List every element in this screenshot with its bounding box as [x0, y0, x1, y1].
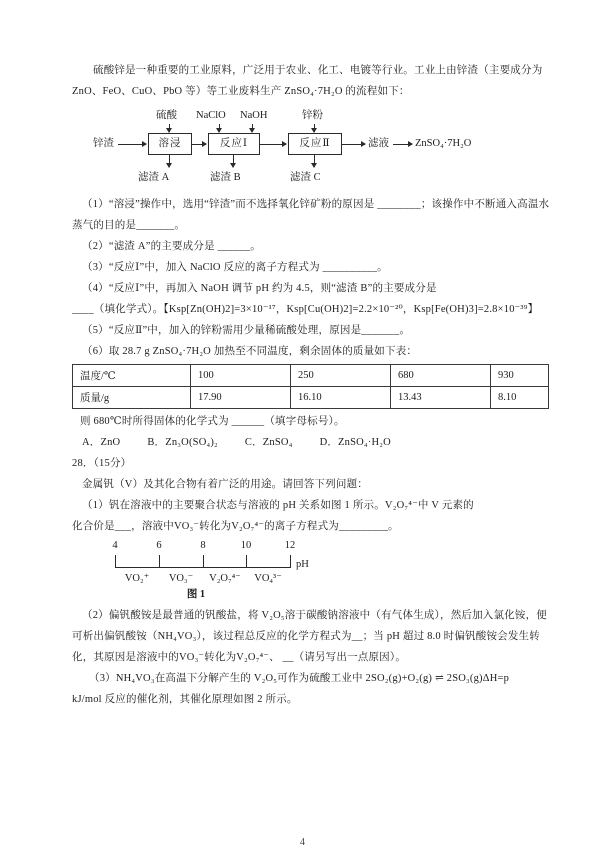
table-row	[73, 387, 549, 409]
q27-item1-line2: 蒸气的目的是_______。	[72, 220, 186, 231]
axis-tick	[203, 555, 204, 567]
q27-item4-line2: ____（填化学式）。【Ksp[Zn(OH)2]=3×10⁻¹⁷，Ksp[Cu(OH)2]=2.2×10⁻²⁰，Ksp[Fe(OH)3]=2.8×10⁻³⁹】	[72, 304, 539, 315]
table-cell: 250	[291, 365, 391, 387]
q28-item2-line1: （2）偏钒酸铵是最普通的钒酸盐，将 V₂O₅溶于碳酸钠溶液中（有气体生成），然后加入氯化铵，便	[82, 610, 548, 621]
q27-item6: （6）取 28.7 g ZnSO₄·7H₂O 加热至不同温度，剩余固体的质量如下表：	[82, 346, 418, 357]
arrow-right-icon	[192, 144, 206, 145]
species-label-vo3: VO₃⁻	[168, 573, 194, 584]
flow-label-product: ZnSO₄·7H₂O	[415, 138, 472, 149]
flow-box-soaking: 溶浸	[148, 133, 192, 155]
intro-line-2: ZnO、FeO、CuO、PbO 等）等工业废料生产 ZnSO₄·7H₂O 的流程如下：	[72, 86, 410, 97]
arrow-right-icon	[118, 144, 146, 145]
table-cell: 930	[491, 365, 549, 387]
arrow-down-icon	[169, 124, 170, 132]
ph-tick-label: 8	[200, 540, 206, 551]
arrow-down-icon	[252, 124, 253, 132]
arrow-right-icon	[393, 144, 412, 145]
q28-item3-line2: kJ/mol 反应的催化剂，其催化原理如图 2 所示。	[72, 694, 298, 705]
choice-d: D．ZnSO₄·H₂O	[319, 437, 391, 448]
q28-item2-line3: 化，其原因是溶液中的VO₃⁻转化为V₂O₇⁴⁻、 __（请另写出一点原因）。	[72, 652, 407, 663]
arrow-right-icon	[260, 144, 286, 145]
choice-a: A．ZnO	[82, 437, 121, 448]
flow-label-zinc-powder: 锌粉	[302, 110, 323, 121]
flow-input-zinc-slag: 锌渣	[93, 138, 114, 149]
species-label-v2o7: V₂O₇⁴⁻	[209, 573, 241, 584]
table-row	[73, 365, 549, 387]
arrow-down-icon	[233, 154, 234, 167]
table-cell: 质量/g	[73, 387, 191, 409]
flow-label-naclo: NaClO	[196, 110, 226, 121]
choice-c: C．ZnSO₄	[244, 437, 293, 448]
q28-item1-line1: （1）钒在溶液中的主要聚合状态与溶液的 pH 关系如图 1 所示。V₂O₇⁴⁻中 V 元素的	[82, 500, 474, 511]
q28-item2-line2: 可析出偏钒酸铵（NH₄VO₃），该过程总反应的化学方程式为__；当 pH 超过 8.0 时偏钒酸铵会发生转	[72, 631, 540, 642]
q27-choices	[72, 432, 547, 453]
q27-item5: （5）“反应Ⅱ”中，加入的锌粉需用少量稀硫酸处理，原因是_______。	[82, 325, 411, 336]
choice-b: B．Zn₃O(SO₄)₂	[147, 437, 218, 448]
flow-label-residue-a: 滤渣 A	[138, 172, 170, 183]
page-number: 4	[300, 837, 305, 848]
q27-item2: （2）“滤渣 A”的主要成分是 ______。	[82, 241, 262, 252]
q27-item3: （3）“反应Ⅰ”中，加入 NaClO 反应的离子方程式为 __________。	[82, 262, 388, 273]
mass-temperature-table	[72, 364, 549, 409]
ph-tick-label: 10	[240, 540, 252, 551]
q27-item1-line1: （1）“溶浸”操作中，选用“锌渣”而不选择氧化锌矿粉的原因是 ________；该操作中不断通入高温水	[82, 199, 550, 210]
ph-tick-label: 12	[284, 540, 296, 551]
q28-intro: 金属钒（V）及其化合物有着广泛的用途。请回答下列问题：	[82, 479, 368, 490]
process-flow-diagram	[72, 107, 533, 191]
species-label-vo2: VO₂⁺	[124, 573, 150, 584]
table-cell: 17.90	[191, 387, 291, 409]
flow-label-residue-c: 滤渣 C	[290, 172, 321, 183]
figure1-caption: 图 1	[186, 589, 206, 600]
flow-label-sulfuric-acid: 硫酸	[156, 110, 177, 121]
ph-axis-line	[115, 567, 291, 568]
arrow-down-icon	[169, 154, 170, 167]
intro-line-1: 硫酸锌是一种重要的工业原料，广泛用于农业、化工、电镀等行业。工业上由锌渣（主要成分为	[93, 65, 543, 76]
q28-heading: 28．（15分）	[72, 458, 132, 469]
q28-item1-line2: 化合价是___，溶液中VO₃⁻转化为V₂O₇⁴⁻的离子方程式为_________。	[72, 521, 399, 532]
table-cell: 16.10	[291, 387, 391, 409]
table-cell: 100	[191, 365, 291, 387]
q27-item4-line1: （4）“反应Ⅰ”中，再加入 NaOH 调节 pH 约为 4.5，则“滤渣 B”的主要成分是	[82, 283, 437, 294]
ph-axis-label: pH	[296, 559, 309, 570]
table-cell: 温度/℃	[73, 365, 191, 387]
species-label-vo4: VO₄³⁻	[254, 573, 282, 584]
q27-after-table: 则 680℃时所得固体的化学式为 ______（填字母标号）。	[80, 416, 345, 427]
axis-tick	[159, 555, 160, 567]
axis-tick	[246, 555, 247, 567]
page-content	[72, 60, 550, 710]
ph-tick-label: 6	[156, 540, 162, 551]
axis-tick	[115, 555, 116, 567]
table-cell: 8.10	[491, 387, 549, 409]
q28-item3-line1: （3）NH₄VO₃在高温下分解产生的 V₂O₅可作为硫酸工业中 2SO₂(g)+O₂(g) ⇌ 2SO₃(g)ΔH=p	[89, 673, 510, 684]
ph-tick-label: 4	[112, 540, 118, 551]
flow-label-naoh: NaOH	[240, 110, 268, 121]
arrow-down-icon	[314, 154, 315, 167]
table-cell: 680	[391, 365, 491, 387]
arrow-down-icon	[219, 124, 220, 132]
flow-box-reaction-1: 反应Ⅰ	[208, 133, 260, 155]
flow-label-filtrate: 滤液	[368, 138, 389, 149]
arrow-right-icon	[342, 144, 365, 145]
arrow-down-icon	[314, 124, 315, 132]
figure1-ph-scale	[90, 539, 330, 603]
table-cell: 13.43	[391, 387, 491, 409]
flow-label-residue-b: 滤渣 B	[210, 172, 241, 183]
flow-box-reaction-2: 反应Ⅱ	[288, 133, 342, 155]
axis-tick	[290, 555, 291, 567]
